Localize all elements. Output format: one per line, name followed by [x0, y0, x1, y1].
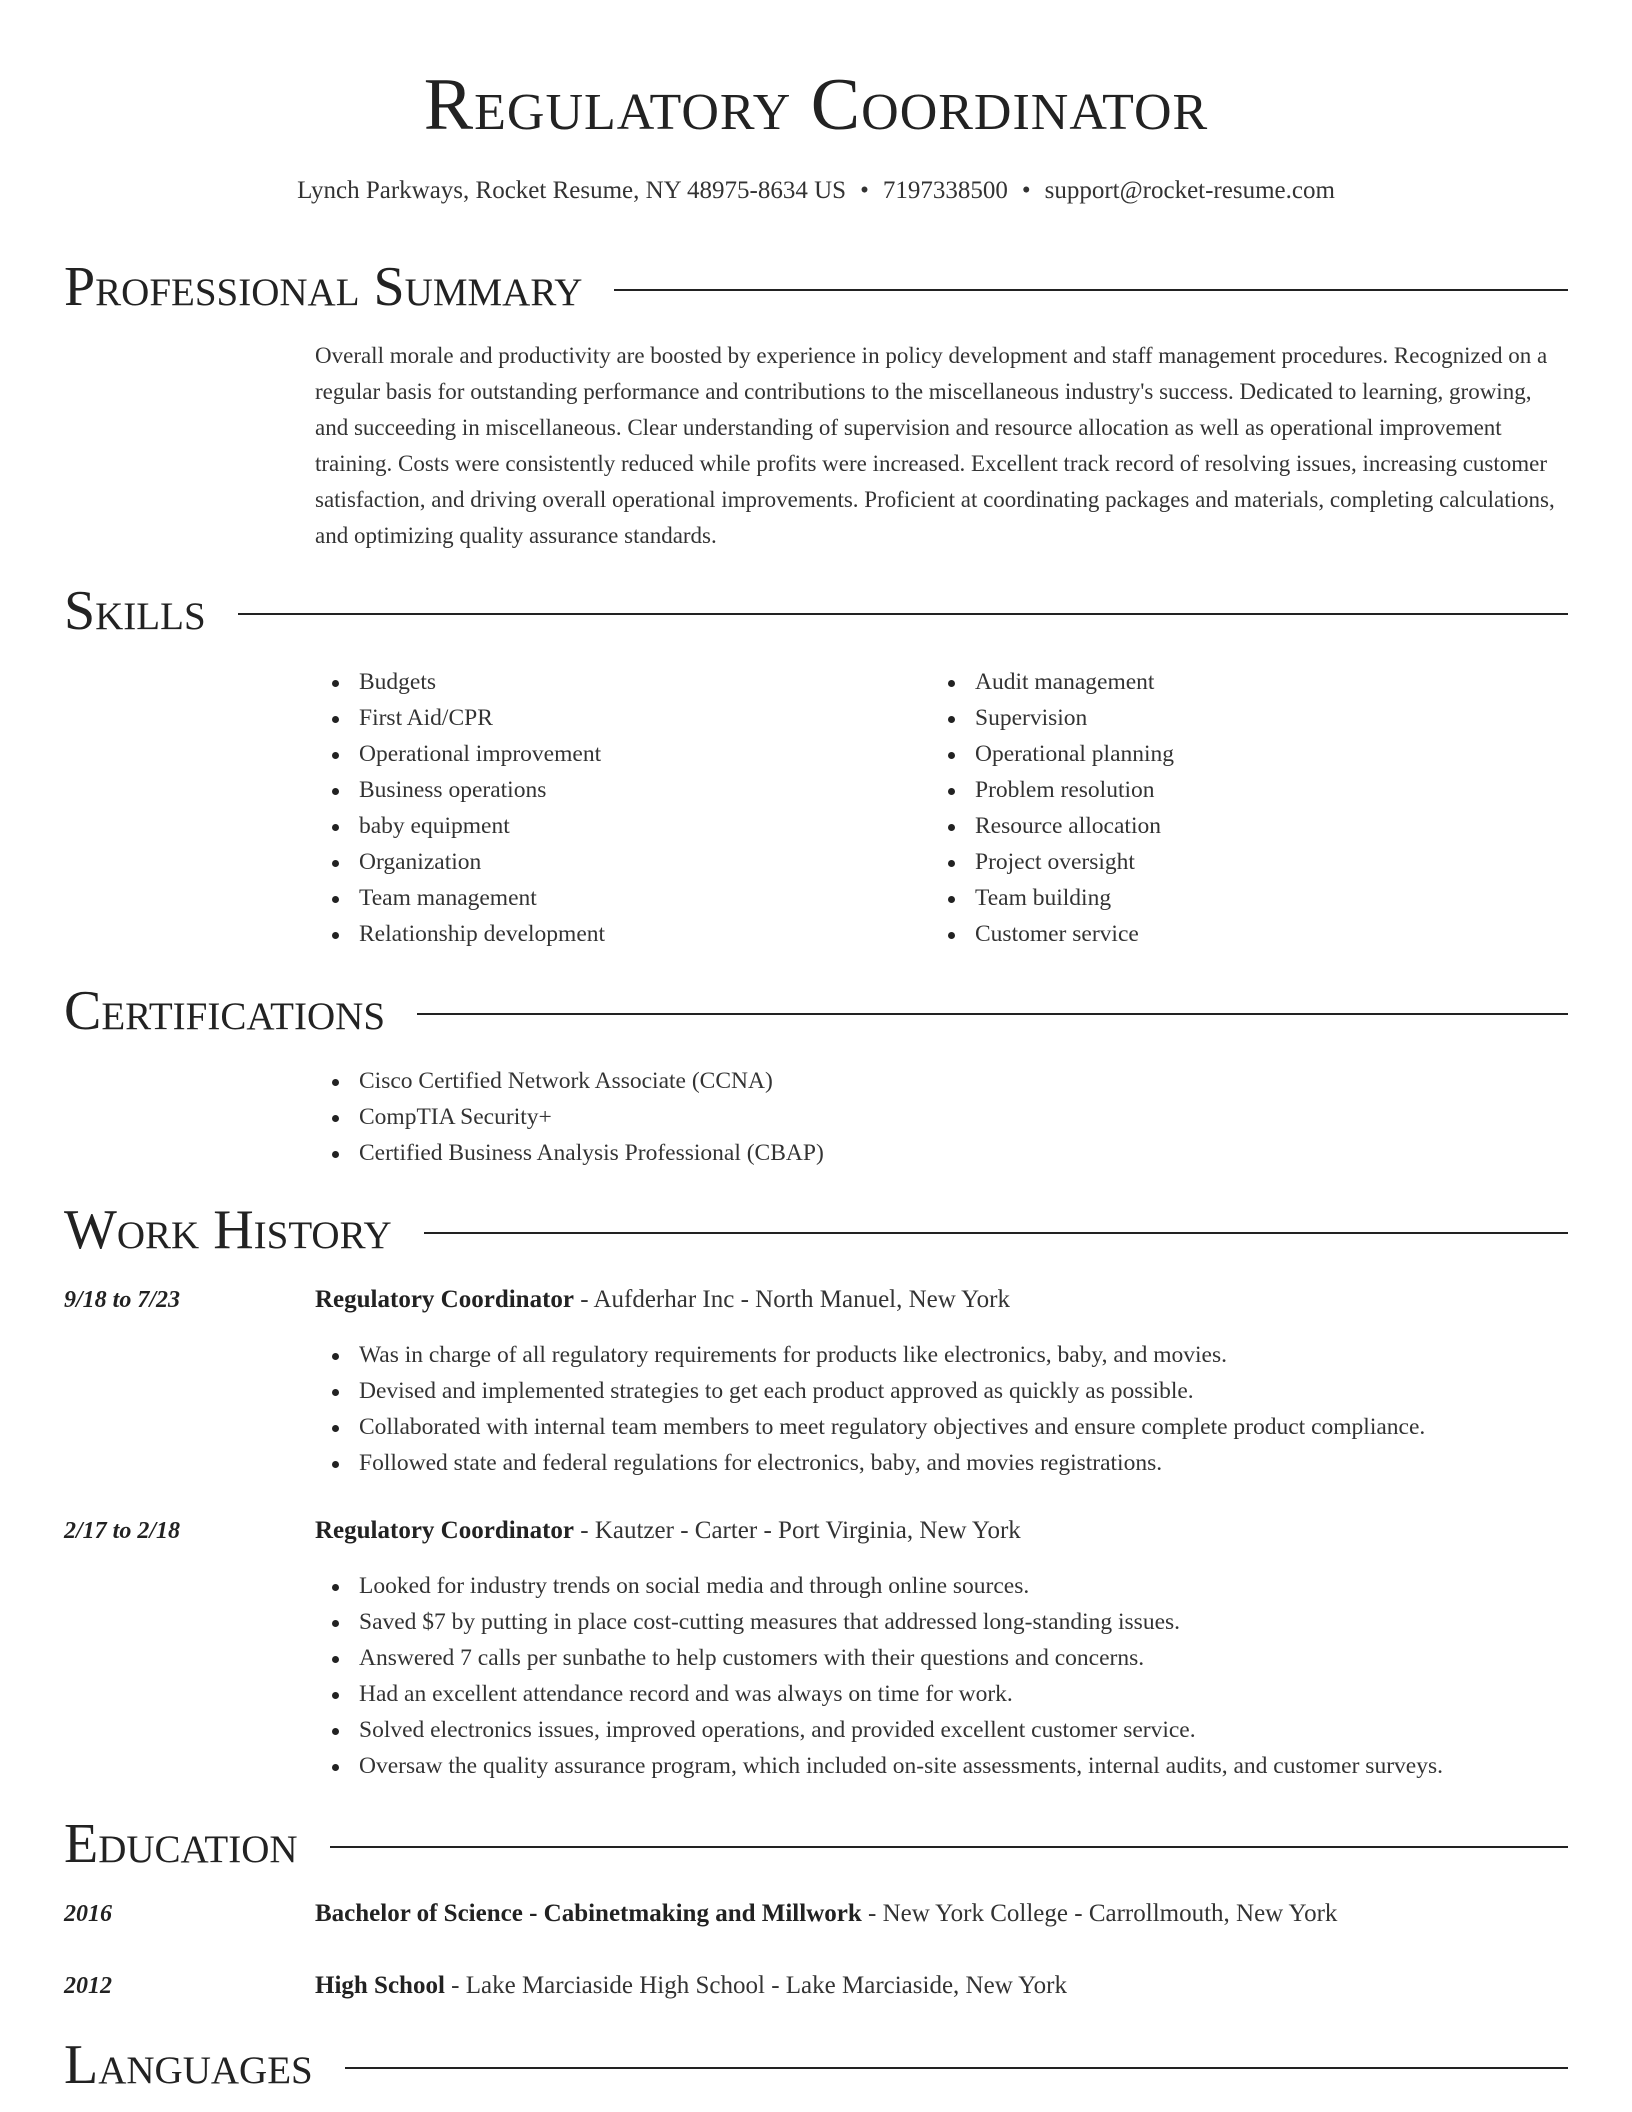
education-degree: Bachelor of Science - Cabinetmaking and Millwork: [315, 1900, 862, 1927]
education-degree: High School: [315, 1972, 445, 1999]
section-divider: [417, 1013, 1568, 1015]
contact-separator: •: [860, 177, 869, 204]
section-header-summary: [64, 256, 1568, 318]
section-title: Work History: [64, 1199, 392, 1261]
contact-line: [0, 174, 1632, 208]
certification-item: CompTIA Security+: [359, 1099, 824, 1135]
section-header-skills: [64, 580, 1568, 642]
skill-item: Audit management: [975, 664, 1174, 700]
section-divider: [345, 2067, 1568, 2069]
skill-item: Project oversight: [975, 844, 1174, 880]
job-bullet: Collaborated with internal team members to meet regulatory objectives and ensure complete product compliance.: [359, 1409, 1425, 1445]
job-bullet: Had an excellent attendance record and was always on time for work.: [359, 1676, 1443, 1712]
section-title: Professional Summary: [64, 256, 583, 318]
education-details: - Lake Marciaside High School - Lake Marciaside, New York: [444, 1972, 1067, 1999]
job-dates: 2/17 to 2/18: [64, 1518, 181, 1544]
contact-address: Lynch Parkways, Rocket Resume, NY 48975-8634 US: [297, 177, 847, 204]
skill-item: baby equipment: [359, 808, 605, 844]
education-entry: [315, 1897, 1592, 1931]
section-header-education: [64, 1813, 1568, 1875]
skill-item: Relationship development: [359, 916, 605, 952]
job-bullet: Followed state and federal regulations for electronics, baby, and movies registrations.: [359, 1445, 1425, 1481]
skill-item: Organization: [359, 844, 605, 880]
skill-item: Team building: [975, 880, 1174, 916]
education-entry: [315, 1969, 1592, 2003]
job-bullet: Devised and implemented strategies to get each product approved as quickly as possible.: [359, 1373, 1425, 1409]
section-title: Certifications: [64, 980, 386, 1042]
certification-item: Cisco Certified Network Associate (CCNA): [359, 1063, 824, 1099]
section-header-work-history: [64, 1199, 1568, 1261]
education-year: 2016: [64, 1901, 112, 1927]
job-details: - Kautzer - Carter - Port Virginia, New York: [574, 1517, 1021, 1544]
section-header-languages: [64, 2034, 1568, 2096]
job-bullet: Solved electronics issues, improved operations, and provided excellent customer service.: [359, 1712, 1443, 1748]
job-bullets: [359, 1568, 1443, 1784]
skill-item: Problem resolution: [975, 772, 1174, 808]
skill-item: Operational planning: [975, 736, 1174, 772]
job-bullet: Answered 7 calls per sunbathe to help customers with their questions and concerns.: [359, 1640, 1443, 1676]
section-divider: [238, 613, 1568, 615]
skill-item: Team management: [359, 880, 605, 916]
section-title: Languages: [64, 2034, 313, 2096]
skill-item: Customer service: [975, 916, 1174, 952]
skill-item: Resource allocation: [975, 808, 1174, 844]
skill-item: Business operations: [359, 772, 605, 808]
job-bullets: [359, 1337, 1425, 1481]
education-details: - New York College - Carrollmouth, New York: [861, 1900, 1338, 1927]
section-divider: [614, 289, 1568, 291]
skills-list-right: [975, 664, 1174, 952]
section-header-certifications: [64, 980, 1568, 1042]
contact-email[interactable]: support@rocket-resume.com: [1044, 177, 1335, 204]
job-heading: [315, 1514, 1592, 1548]
job-dates: 9/18 to 7/23: [64, 1287, 181, 1313]
section-divider: [424, 1232, 1568, 1234]
summary-text: Overall morale and productivity are boosted by experience in policy development and staff management procedures. Recognized on a regular basis for outstanding performance and contributions to the miscellaneous industry's success. Dedicated to learning, growing, and succeeding in miscellaneous. Clear understanding of supervision and resource allocation as well as operational improvement training. Costs were consistently reduced while profits were increased. Excellent track record of resolving issues, increasing customer satisfaction, and driving overall operational improvements. Proficient at coordinating packages and materials, completing calculations, and optimizing quality assurance standards.: [315, 343, 1555, 548]
job-bullet: Oversaw the quality assurance program, which included on-site assessments, internal audits, and customer surveys.: [359, 1748, 1443, 1784]
skill-item: Supervision: [975, 700, 1174, 736]
contact-separator: •: [1021, 177, 1031, 204]
skill-item: Budgets: [359, 664, 605, 700]
certifications-list: [359, 1063, 824, 1171]
section-divider: [330, 1846, 1568, 1848]
job-bullet: Was in charge of all regulatory requirements for products like electronics, baby, and movies.: [359, 1337, 1425, 1373]
job-heading: [315, 1283, 1592, 1317]
contact-phone: 7197338500: [882, 177, 1008, 204]
section-title: Skills: [64, 580, 206, 642]
section-title: Education: [64, 1813, 298, 1875]
resume-name: Regulatory Coordinator: [423, 64, 1209, 146]
skills-list-left: [359, 664, 605, 952]
job-title: Regulatory Coordinator: [315, 1286, 574, 1313]
skill-item: Operational improvement: [359, 736, 605, 772]
job-bullet: Looked for industry trends on social media and through online sources.: [359, 1568, 1443, 1604]
job-bullet: Saved $7 by putting in place cost-cutting measures that addressed long-standing issues.: [359, 1604, 1443, 1640]
job-details: - Aufderhar Inc - North Manuel, New York: [574, 1286, 1011, 1313]
education-year: 2012: [64, 1973, 112, 1999]
job-title: Regulatory Coordinator: [315, 1517, 574, 1544]
skill-item: First Aid/CPR: [359, 700, 605, 736]
certification-item: Certified Business Analysis Professional (CBAP): [359, 1135, 824, 1171]
